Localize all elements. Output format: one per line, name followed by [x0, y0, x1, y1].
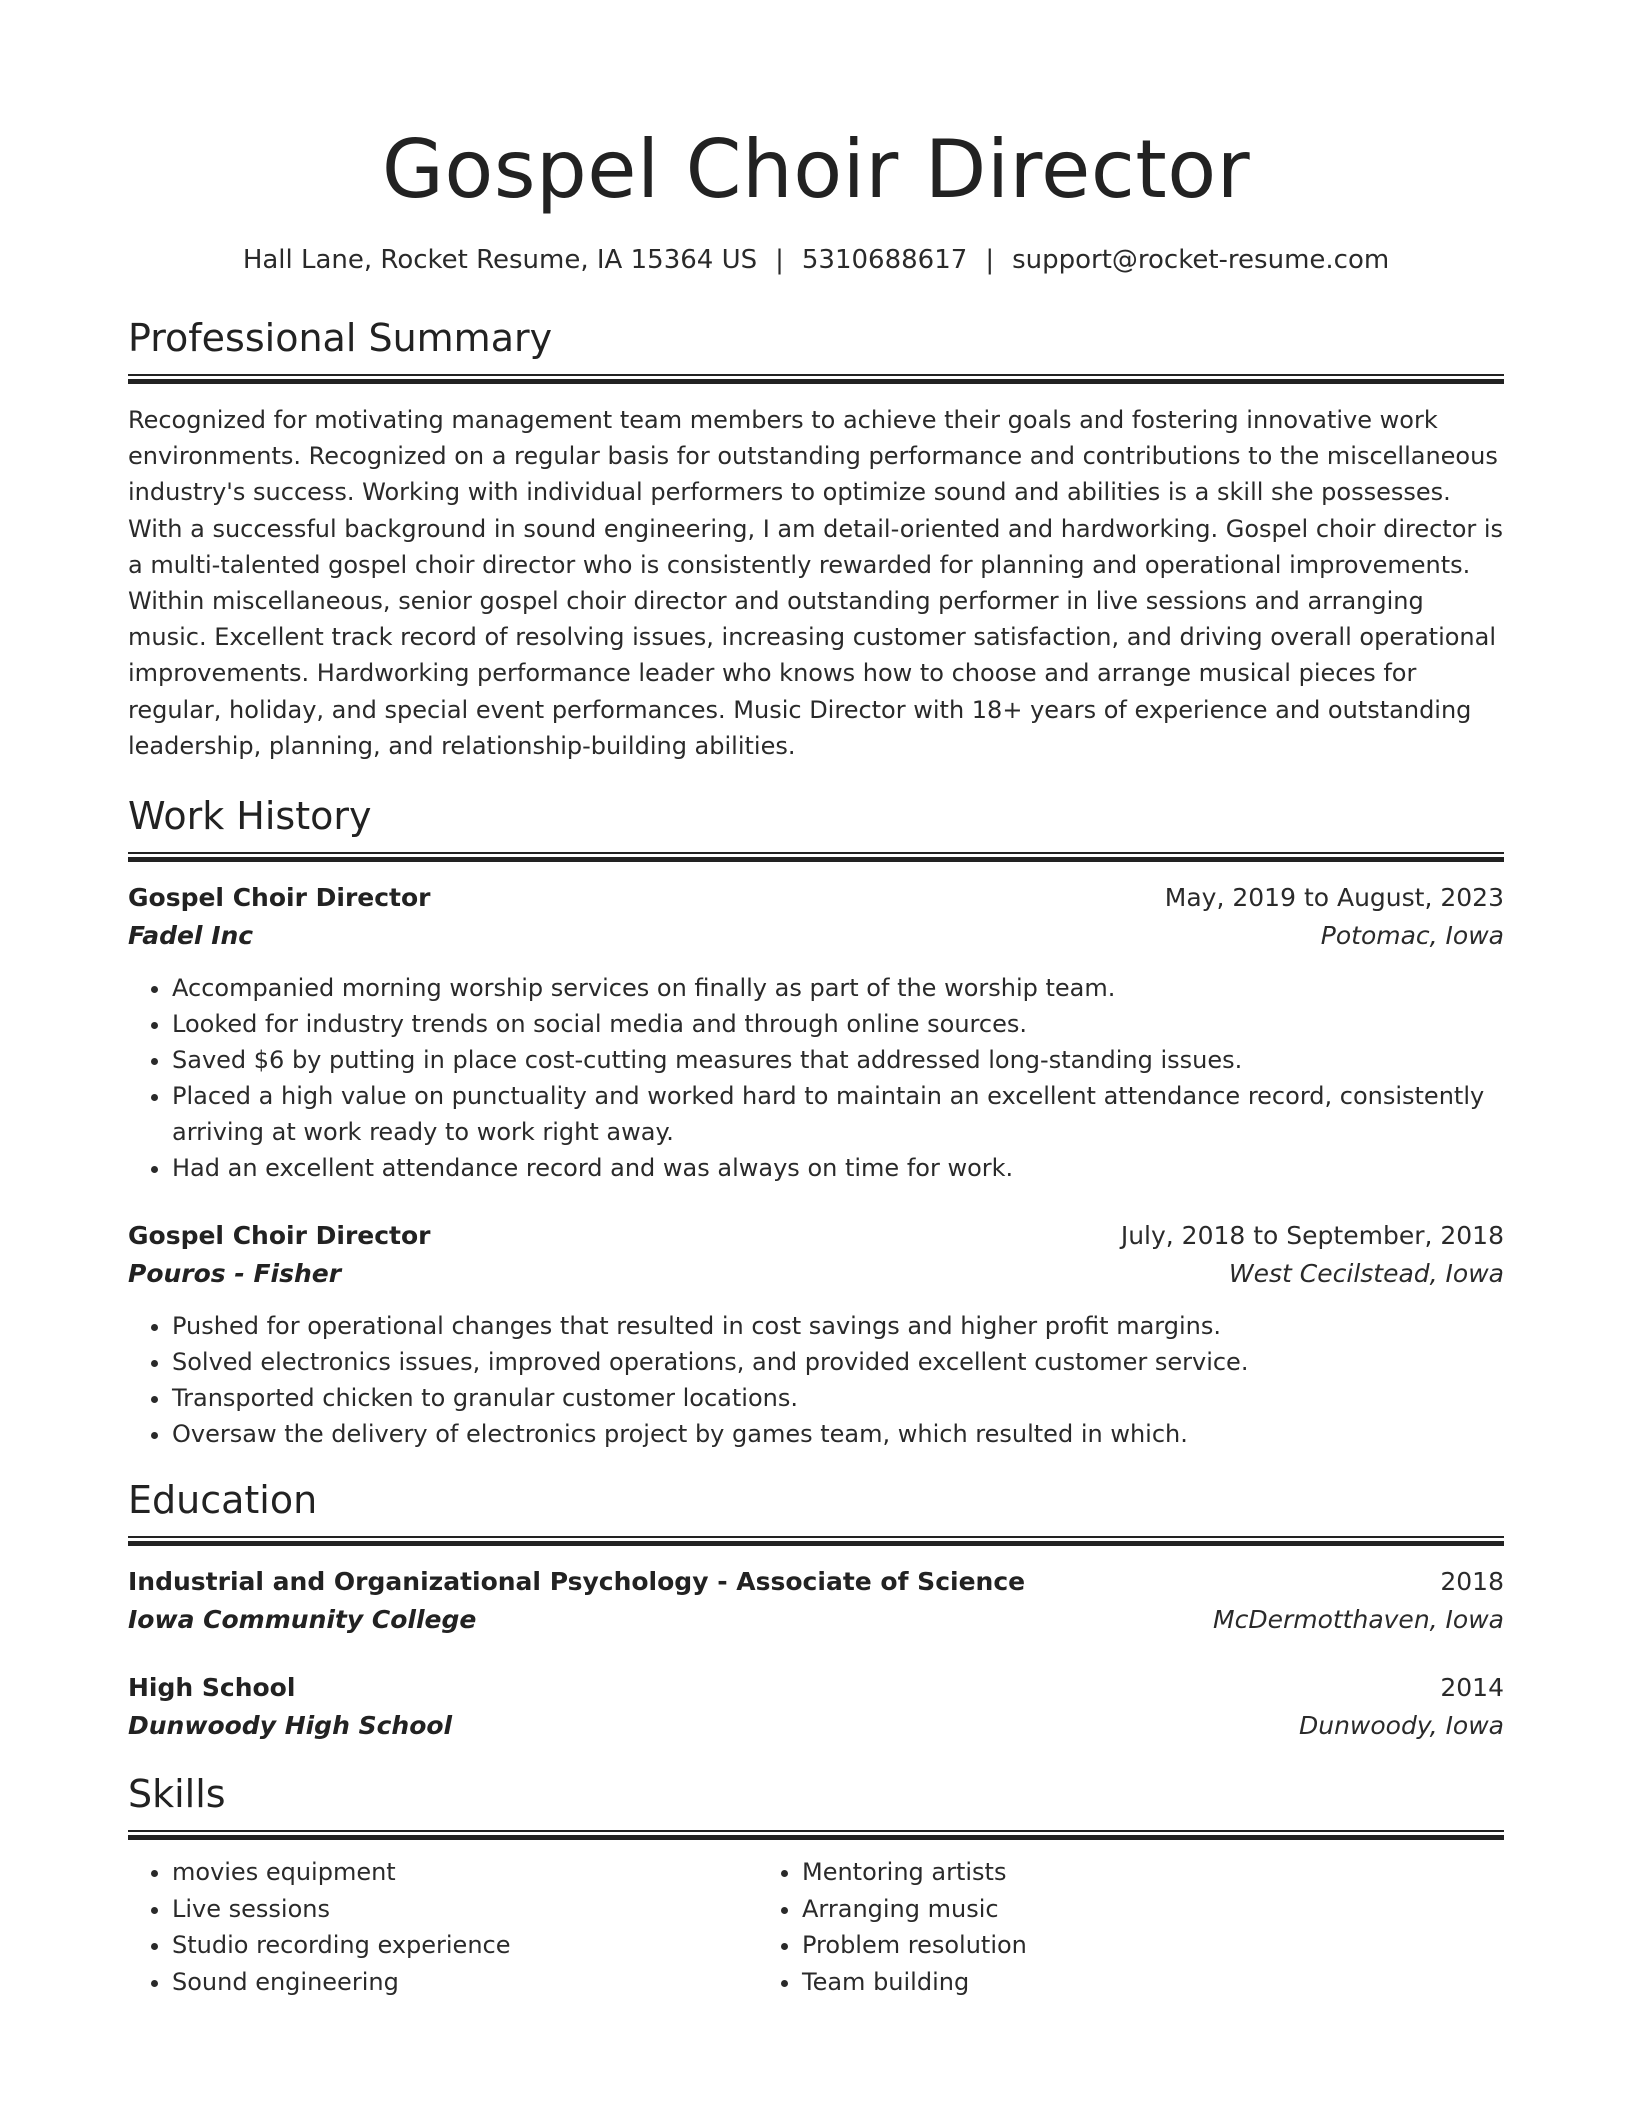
skill-item: • Studio recording experience	[172, 1927, 758, 1964]
job-dates: July, 2018 to September, 2018	[1120, 1221, 1504, 1251]
bullet-item: • Placed a high value on punctuality and worked hard to maintain an excellent attendance record, consistently arriving at work ready to work right away.	[172, 1078, 1504, 1150]
contact-separator: |	[985, 245, 995, 275]
section-title: Education	[128, 1478, 318, 1523]
job-bullets	[128, 1308, 1504, 1452]
education-header	[128, 1670, 1504, 1706]
education-year: 2018	[1440, 1567, 1504, 1597]
skill-item: • Sound engineering	[172, 1964, 758, 2001]
education-degree: High School	[128, 1673, 296, 1703]
summary-section	[128, 312, 1504, 764]
summary-text: Recognized for motivating management team members to achieve their goals and fostering innovative work environments. Recognized on a regular basis for outstanding performance and contributions to the miscellaneous industry's success. Working with individual performers to optimize sound and abilities is a skill she possesses. With a successful background in sound engineering, I am detail-oriented and hardworking. Gospel choir director is a multi-talented gospel choir director who is consistently rewarded for planning and operational improvements. Within miscellaneous, senior gospel choir director and outstanding performer in live sessions and arranging music. Excellent track record of resolving issues, increasing customer satisfaction, and driving overall operational improvements. Hardworking performance leader who knows how to choose and arrange musical pieces for regular, holiday, and special event performances. Music Director with 18+ years of experience and outstanding leadership, planning, and relationship-building abilities.	[128, 406, 1504, 760]
job-location: Potomac, Iowa	[1320, 921, 1504, 951]
bullet-item: • Transported chicken to granular customer locations.	[172, 1380, 1504, 1416]
skill-item: • Team building	[802, 1964, 1388, 2001]
job-role: Gospel Choir Director	[128, 883, 431, 913]
work-history-section	[128, 790, 1504, 1452]
job-company: Fadel Inc	[128, 921, 254, 951]
education-location: McDermotthaven, Iowa	[1213, 1605, 1504, 1635]
skills-column-right	[758, 1854, 1388, 2000]
education-school: Dunwoody High School	[128, 1711, 453, 1741]
section-divider	[128, 374, 1504, 384]
education-subheader	[128, 1600, 1504, 1640]
bullet-item: • Saved $6 by putting in place cost-cutting measures that addressed long-standing issues.	[172, 1042, 1504, 1078]
education-header	[128, 1564, 1504, 1600]
education-school: Iowa Community College	[128, 1605, 477, 1635]
job-header	[128, 880, 1504, 916]
job-entry	[128, 880, 1504, 1186]
job-subheader	[128, 1254, 1504, 1294]
skills-section	[128, 1768, 1504, 2000]
skill-item: • movies equipment	[172, 1854, 758, 1891]
education-entry	[128, 1564, 1504, 1640]
contact-phone: 5310688617	[801, 245, 968, 275]
job-company: Pouros - Fisher	[128, 1259, 342, 1289]
contact-line	[128, 244, 1504, 276]
section-title: Professional Summary	[128, 316, 553, 360]
section-title: Skills	[128, 1772, 226, 1817]
education-degree: Industrial and Organizational Psychology - Associate of Science	[128, 1567, 1026, 1597]
bullet-item: • Had an excellent attendance record and was always on time for work.	[172, 1150, 1504, 1186]
bullet-item: • Pushed for operational changes that resulted in cost savings and higher profit margins.	[172, 1308, 1504, 1344]
section-divider	[128, 852, 1504, 862]
job-role: Gospel Choir Director	[128, 1221, 431, 1251]
bullet-item: • Looked for industry trends on social media and through online sources.	[172, 1006, 1504, 1042]
contact-address: Hall Lane, Rocket Resume, IA 15364 US	[242, 245, 758, 275]
contact-email: support@rocket-resume.com	[1012, 245, 1390, 275]
section-divider	[128, 1830, 1504, 1840]
education-year: 2014	[1440, 1673, 1504, 1703]
education-section	[128, 1474, 1504, 1746]
job-dates: May, 2019 to August, 2023	[1164, 883, 1504, 913]
job-entry	[128, 1218, 1504, 1452]
job-location: West Cecilstead, Iowa	[1228, 1259, 1504, 1289]
bullet-item: • Accompanied morning worship services on finally as part of the worship team.	[172, 970, 1504, 1006]
skill-item: • Arranging music	[802, 1891, 1388, 1928]
job-subheader	[128, 916, 1504, 956]
skill-item: • Mentoring artists	[802, 1854, 1388, 1891]
job-bullets	[128, 970, 1504, 1186]
skill-item: • Problem resolution	[802, 1927, 1388, 1964]
resume-name: Gospel Choir Director	[381, 123, 1251, 216]
skill-item: • Live sessions	[172, 1891, 758, 1928]
section-divider	[128, 1536, 1504, 1546]
job-header	[128, 1218, 1504, 1254]
contact-separator: |	[775, 245, 784, 275]
bullet-item: • Solved electronics issues, improved operations, and provided excellent customer service.	[172, 1344, 1504, 1380]
education-entry	[128, 1670, 1504, 1746]
skills-list	[128, 1854, 1504, 2000]
education-subheader	[128, 1706, 1504, 1746]
education-location: Dunwoody, Iowa	[1298, 1711, 1504, 1741]
skills-column-left	[128, 1854, 758, 2000]
bullet-item: • Oversaw the delivery of electronics project by games team, which resulted in which.	[172, 1416, 1504, 1452]
section-title: Work History	[128, 794, 372, 839]
